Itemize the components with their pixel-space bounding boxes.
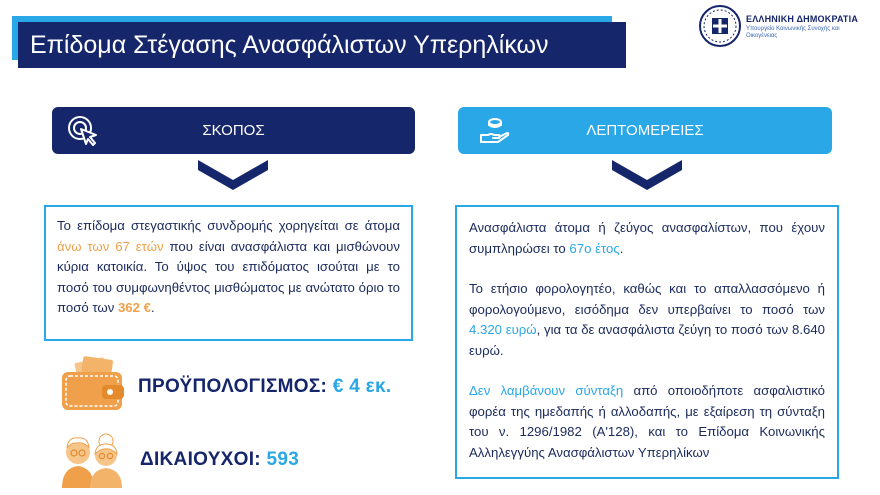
- details-paragraph-2: Το ετήσιο φορολογητέο, καθώς και το απαλλασσόμενο ή φορολογούμενο, εισόδημα δεν υπερβαίνει το ποσό των 4.320 ευρώ, για τα δε ανασφάλιστα ζεύγη το ποσό των 8.640 ευρώ.: [469, 281, 825, 358]
- age-requirement-highlight: 67ο έτος: [569, 240, 620, 256]
- budget-value: € 4 εκ.: [332, 376, 392, 397]
- income-limit-highlight: 4.320 ευρώ: [469, 322, 537, 337]
- beneficiaries-stat: [140, 449, 299, 471]
- no-pension-highlight: Δεν λαμβάνουν σύνταξη: [469, 383, 624, 398]
- logo-title: ΕΛΛΗΝΙΚΗ ΔΗΜΟΚΡΑΤΙΑ: [746, 14, 859, 24]
- scope-box: [44, 205, 413, 341]
- scope-header-label: ΣΚΟΠΟΣ: [202, 122, 265, 139]
- scope-text: Το επίδομα στεγαστικής συνδρομής χορηγείται σε άτομα άνω των 67 ετών που είναι ανασφάλιστα και μισθώνουν κύρια κατοικία. Το ύψος του επιδόματος ισούται με το ποσό του συμφωνηθέντος μισθώματος με ανώτατο όριο το ποσό των 362 €.: [57, 218, 400, 315]
- details-header: [458, 107, 832, 154]
- greek-seal-icon: [698, 4, 742, 48]
- beneficiaries-label: ΔΙΚΑΙΟΥΧΟΙ:: [140, 449, 261, 470]
- amount-highlight: 362 €: [117, 300, 151, 315]
- government-logo: [698, 4, 878, 48]
- beneficiaries-value: 593: [266, 449, 300, 470]
- hand-coin-icon: [478, 114, 512, 148]
- budget-label: ΠΡΟΫΠΟΛΟΓΙΣΜΟΣ:: [138, 376, 328, 397]
- details-header-label: ΛΕΠΤΟΜΕΡΕΙΕΣ: [586, 122, 704, 139]
- elderly-couple-icon: [60, 424, 124, 488]
- chevron-down-icon: [612, 160, 682, 190]
- chevron-down-icon: [198, 160, 268, 190]
- logo-subtitle: Υπουργείο Κοινωνικής Συνοχής και Οικογένειας: [746, 26, 840, 39]
- details-paragraph-3: Δεν λαμβάνουν σύνταξη από οποιοδήποτε ασφαλιστικό φορέα της ημεδαπής ή αλλοδαπής, με εξαίρεση τη σύνταξη του ν. 1296/1982 (Α'128), και το Επίδομα Κοινωνικής Αλληλεγγύης Ανασφάλιστων Υπερηλίκων: [469, 383, 825, 460]
- details-box: [455, 205, 839, 479]
- age-highlight: άνω των 67 ετών: [57, 238, 164, 254]
- details-paragraph-1: Ανασφάλιστα άτομα ή ζεύγος ανασφαλίστων, που έχουν συμπληρώσει το 67ο έτος.: [469, 220, 825, 256]
- cursor-click-icon: [66, 114, 100, 148]
- budget-stat: [138, 376, 391, 398]
- scope-header: [52, 107, 415, 154]
- page-title: Επίδομα Στέγασης Ανασφάλιστων Υπερηλίκων: [18, 22, 626, 68]
- wallet-icon: [58, 356, 128, 414]
